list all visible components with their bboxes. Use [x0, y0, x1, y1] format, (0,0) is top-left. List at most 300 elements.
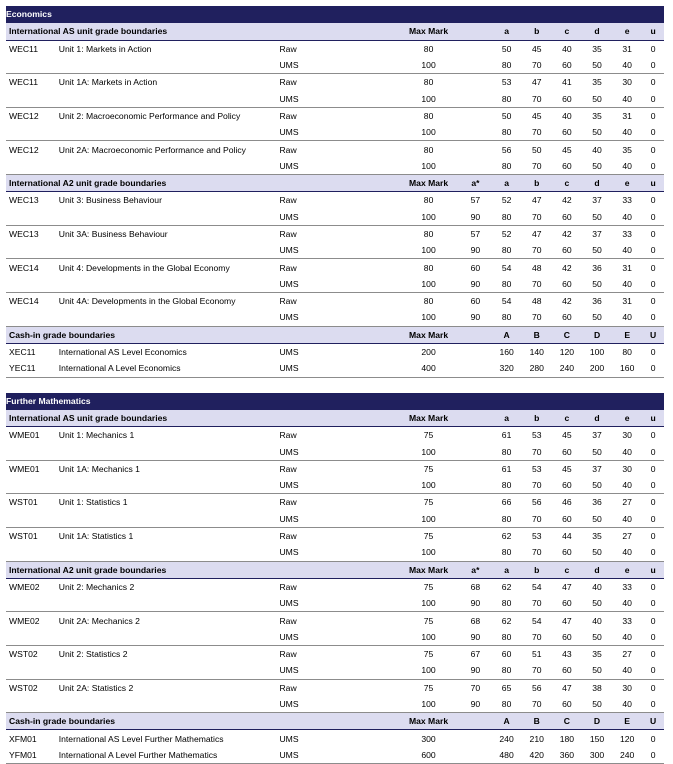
unit-code: WST01	[9, 531, 38, 542]
grade-value	[459, 494, 491, 511]
grade-value: 57	[470, 195, 481, 206]
grade-value: 33	[622, 195, 632, 206]
grade-value: 30	[622, 463, 632, 474]
unit-code-empty	[6, 158, 59, 175]
grade-value: 40	[612, 90, 642, 107]
mark-type: Raw	[279, 229, 297, 239]
unit-code: WEC11	[9, 43, 38, 54]
grade-value: 50	[582, 544, 612, 561]
grade-value: 70	[522, 57, 552, 74]
max-mark: 100	[398, 90, 459, 107]
grade-value: 80	[622, 347, 632, 358]
unit-code: WME02	[9, 581, 40, 592]
unit-name: Unit 2A: Statistics 2	[58, 682, 134, 693]
grade-value	[459, 141, 491, 158]
unit-code: WEC14	[9, 262, 39, 273]
grade-value: 160	[499, 347, 514, 358]
grade-value: 70	[522, 209, 552, 226]
grade-header: U	[642, 326, 664, 343]
grade-value: 66	[501, 497, 512, 508]
mark-type: UMS	[279, 511, 397, 528]
grade-value: 80	[492, 57, 522, 74]
grade-value: 80	[492, 662, 522, 679]
grade-value: 40	[612, 209, 642, 226]
mark-type: UMS	[279, 276, 397, 293]
grade-value: 80	[492, 124, 522, 141]
mark-type: Raw	[279, 262, 297, 273]
unit-code-empty	[6, 443, 59, 460]
grade-value: 70	[522, 309, 552, 326]
table-row	[6, 40, 664, 57]
unit-code: WEC13	[9, 229, 39, 239]
grade-value: 50	[582, 595, 612, 612]
grade-boundary-table	[6, 393, 664, 764]
grade-value: 35	[592, 77, 602, 88]
grade-value: 80	[492, 696, 522, 713]
grade-value: 27	[622, 497, 632, 508]
unit-name-empty	[59, 629, 280, 646]
grade-value	[459, 57, 491, 74]
grade-value: 40	[612, 696, 642, 713]
mark-type: Raw	[279, 682, 297, 693]
grade-value: 45	[562, 463, 572, 474]
table-row	[6, 141, 664, 158]
table-row	[6, 259, 664, 276]
mark-type: Raw	[279, 615, 297, 626]
grade-value: 0	[650, 649, 656, 660]
mark-type: UMS	[279, 443, 397, 460]
max-mark: 100	[398, 696, 459, 713]
grade-value: 68	[470, 615, 481, 626]
max-mark: 80	[423, 296, 434, 307]
unit-name-empty	[59, 124, 280, 141]
grade-value: 37	[592, 229, 602, 239]
grade-value: 30	[622, 682, 632, 693]
grade-value: 33	[622, 615, 632, 626]
grade-value: 40	[612, 276, 642, 293]
max-mark: 100	[398, 158, 459, 175]
table-row	[6, 293, 664, 310]
grade-value: 40	[612, 544, 642, 561]
grade-value: 31	[622, 296, 632, 307]
grade-value: 120	[619, 733, 635, 744]
grade-value: 0	[642, 511, 664, 528]
grade-value: 70	[522, 242, 552, 259]
grade-value: 50	[501, 110, 512, 121]
grade-header: a*	[459, 561, 491, 578]
unit-name: Unit 2A: Macroeconomic Performance and Policy	[58, 144, 246, 155]
max-mark: 100	[398, 276, 459, 293]
unit-name: Unit 1: Markets in Action	[58, 43, 152, 54]
grade-value: 90	[459, 276, 491, 293]
mark-type: Raw	[279, 531, 297, 542]
grade-value: 70	[522, 443, 552, 460]
grade-value: 67	[470, 649, 481, 660]
grade-value: 38	[592, 682, 602, 693]
grade-value: 0	[650, 110, 656, 121]
grade-value: 80	[492, 595, 522, 612]
grade-value: 80	[492, 276, 522, 293]
grade-value: 51	[531, 649, 542, 660]
unit-name: Unit 1: Mechanics 1	[58, 430, 135, 441]
grade-value: 0	[642, 443, 664, 460]
cashin-row	[6, 343, 664, 360]
grade-value: 0	[642, 242, 664, 259]
unit-name: Unit 3A: Business Behaviour	[58, 229, 168, 239]
cashin-row	[6, 747, 664, 764]
group-heading: International A2 unit grade boundaries	[6, 174, 398, 191]
table-row	[6, 242, 664, 259]
section-title: Economics	[6, 6, 664, 23]
grade-value: 0	[650, 430, 656, 441]
group-header-row	[6, 326, 664, 343]
grade-value: 47	[562, 682, 572, 693]
grade-value	[459, 343, 491, 360]
grade-value: 0	[650, 296, 656, 307]
grade-value: 42	[562, 229, 572, 239]
grade-value: 60	[552, 443, 582, 460]
grade-header: e	[612, 409, 642, 426]
grade-value: 45	[562, 144, 572, 155]
table-row	[6, 645, 664, 662]
grade-value: 0	[650, 497, 656, 508]
section-title: Further Mathematics	[6, 393, 664, 410]
grade-value: 0	[650, 77, 656, 88]
mark-type: Raw	[279, 195, 297, 206]
mark-type: Raw	[279, 463, 297, 474]
max-mark: 80	[423, 195, 434, 206]
grade-value: 90	[459, 629, 491, 646]
grade-value: 50	[582, 124, 612, 141]
max-mark: 400	[398, 360, 459, 377]
grade-value: 40	[612, 158, 642, 175]
unit-name-empty	[59, 544, 280, 561]
grade-value: 30	[622, 430, 632, 441]
qualification-code: XEC11	[9, 347, 36, 358]
grade-value: 70	[522, 595, 552, 612]
mark-type: Raw	[279, 144, 297, 155]
unit-code: WEC12	[9, 110, 39, 121]
unit-code-empty	[6, 696, 59, 713]
grade-header: a	[492, 23, 522, 40]
grade-value: 50	[582, 443, 612, 460]
unit-code-empty	[6, 124, 59, 141]
mark-type: Raw	[279, 497, 297, 508]
grade-value: 65	[501, 682, 512, 693]
max-mark: 100	[398, 629, 459, 646]
grade-value: 62	[501, 615, 512, 626]
unit-code-empty	[6, 242, 59, 259]
grade-value: 0	[642, 309, 664, 326]
max-mark: 80	[423, 262, 434, 273]
grade-value: 54	[531, 615, 542, 626]
grade-header: a	[492, 561, 522, 578]
grade-value: 62	[501, 531, 512, 542]
mark-type: UMS	[279, 662, 397, 679]
grade-header: b	[522, 409, 552, 426]
grade-value: 0	[642, 662, 664, 679]
unit-code: WEC11	[9, 77, 38, 88]
grade-value	[459, 427, 491, 444]
mark-type: Raw	[279, 43, 297, 54]
grade-value	[459, 74, 491, 91]
max-mark: 75	[423, 463, 434, 474]
grade-value: 40	[612, 595, 642, 612]
grade-value	[459, 544, 491, 561]
grade-value: 60	[552, 595, 582, 612]
max-mark: 100	[398, 57, 459, 74]
table-row	[6, 494, 664, 511]
grade-value: 70	[522, 544, 552, 561]
grade-value: 0	[650, 733, 656, 744]
max-mark: 300	[421, 733, 436, 744]
mark-type: Raw	[279, 430, 297, 441]
grade-value: 54	[501, 262, 512, 273]
grade-header	[459, 23, 491, 40]
grade-value: 210	[529, 733, 544, 744]
qualification-code: XFM01	[9, 733, 37, 744]
grade-value: 48	[531, 296, 542, 307]
grade-value	[459, 40, 491, 57]
grade-value: 42	[562, 195, 572, 206]
grade-value: 0	[642, 90, 664, 107]
mark-type: UMS	[279, 544, 397, 561]
grade-value: 0	[642, 696, 664, 713]
qualification-name: International A Level Economics	[59, 360, 280, 377]
table-row	[6, 662, 664, 679]
table-row	[6, 57, 664, 74]
cashin-row	[6, 360, 664, 377]
grade-header: B	[522, 713, 552, 730]
mark-type: UMS	[279, 158, 397, 175]
mark-type: Raw	[279, 110, 297, 121]
qualification-name: International AS Level Economics	[58, 347, 187, 358]
grade-value: 40	[562, 110, 572, 121]
max-mark: 75	[423, 430, 434, 441]
max-mark: 75	[423, 497, 434, 508]
grade-value: 70	[522, 477, 552, 494]
max-mark: 75	[423, 531, 434, 542]
grade-value: 60	[552, 57, 582, 74]
mark-type: Raw	[279, 296, 297, 307]
grade-header: c	[552, 23, 582, 40]
grade-header: e	[612, 561, 642, 578]
unit-code-empty	[6, 511, 59, 528]
grade-value	[459, 124, 491, 141]
max-mark: 80	[423, 110, 434, 121]
grade-value: 60	[552, 209, 582, 226]
grade-value: 0	[642, 477, 664, 494]
grade-value: 60	[552, 309, 582, 326]
grade-value: 40	[612, 443, 642, 460]
grade-value: 35	[592, 531, 602, 542]
qualification-name: International AS Level Further Mathematics	[58, 733, 224, 744]
grade-value: 47	[531, 195, 542, 206]
grade-value: 40	[592, 615, 602, 626]
grade-value: 80	[492, 209, 522, 226]
group-header-row	[6, 561, 664, 578]
grade-value: 52	[501, 229, 512, 239]
grade-value	[459, 360, 491, 377]
mark-type: UMS	[279, 124, 397, 141]
max-mark: 100	[398, 595, 459, 612]
grade-value: 60	[552, 276, 582, 293]
section-title-band	[6, 393, 664, 410]
grade-header: B	[522, 326, 552, 343]
grade-value: 50	[582, 57, 612, 74]
unit-name: Unit 1: Statistics 1	[58, 497, 128, 508]
grade-value: 50	[501, 43, 512, 54]
max-mark: 80	[423, 229, 434, 239]
grade-header: E	[612, 713, 642, 730]
grade-value	[459, 443, 491, 460]
mark-type: UMS	[279, 595, 397, 612]
grade-header: D	[582, 326, 612, 343]
grade-value: 31	[622, 110, 632, 121]
grade-value: 47	[531, 77, 542, 88]
grade-header: u	[642, 23, 664, 40]
grade-value: 54	[531, 581, 542, 592]
max-mark-header: Max Mark	[398, 326, 459, 343]
grade-value: 31	[622, 262, 632, 273]
max-mark: 75	[423, 682, 434, 693]
grade-value: 50	[582, 209, 612, 226]
grade-value: 0	[650, 531, 656, 542]
max-mark-header: Max Mark	[398, 409, 459, 426]
group-header-row	[6, 713, 664, 730]
grade-value: 37	[592, 195, 602, 206]
max-mark: 100	[398, 477, 459, 494]
grade-value: 40	[612, 629, 642, 646]
grade-value: 80	[492, 629, 522, 646]
unit-code: WST02	[9, 682, 38, 693]
grade-value: 0	[642, 57, 664, 74]
table-row	[6, 90, 664, 107]
grade-header: u	[642, 409, 664, 426]
table-row	[6, 209, 664, 226]
unit-name: Unit 2A: Mechanics 2	[58, 615, 140, 626]
grade-header: a*	[459, 174, 491, 191]
grade-value: 60	[552, 662, 582, 679]
mark-type: UMS	[279, 242, 397, 259]
unit-code: WST01	[9, 497, 38, 508]
unit-code-empty	[6, 209, 59, 226]
max-mark: 80	[423, 77, 434, 88]
unit-name-empty	[59, 242, 280, 259]
max-mark: 80	[423, 43, 434, 54]
grade-value: 300	[582, 747, 612, 764]
grade-value: 50	[582, 477, 612, 494]
unit-name-empty	[59, 595, 280, 612]
grade-value: 36	[592, 296, 602, 307]
unit-code: WEC14	[9, 296, 39, 307]
grade-header: c	[552, 174, 582, 191]
unit-code: WST02	[9, 649, 38, 660]
cashin-row	[6, 730, 664, 747]
mark-type: UMS	[279, 747, 397, 764]
unit-name: Unit 1A: Mechanics 1	[58, 463, 140, 474]
grade-value: 56	[531, 497, 542, 508]
grade-value: 70	[522, 629, 552, 646]
grade-header: C	[552, 713, 582, 730]
grade-value: 0	[642, 209, 664, 226]
grade-value: 90	[459, 209, 491, 226]
grade-value: 41	[562, 77, 572, 88]
mark-type: UMS	[279, 90, 397, 107]
grade-value: 36	[592, 262, 602, 273]
grade-value: 61	[501, 463, 512, 474]
grade-value: 70	[522, 158, 552, 175]
grade-value: 47	[562, 581, 572, 592]
grade-value: 50	[582, 158, 612, 175]
grade-value	[459, 511, 491, 528]
max-mark: 75	[423, 615, 434, 626]
grade-value: 53	[501, 77, 512, 88]
mark-type: UMS	[279, 360, 397, 377]
grade-value: 50	[582, 309, 612, 326]
unit-name: Unit 3: Business Behaviour	[58, 195, 162, 206]
grade-header: e	[612, 23, 642, 40]
table-row	[6, 679, 664, 696]
grade-value: 40	[612, 477, 642, 494]
unit-name: Unit 4A: Developments in the Global Economy	[58, 296, 236, 307]
grade-value: 70	[522, 124, 552, 141]
grade-value: 70	[522, 696, 552, 713]
unit-name-empty	[59, 158, 280, 175]
grade-header: b	[522, 561, 552, 578]
unit-name-empty	[59, 443, 280, 460]
mark-type: Raw	[279, 649, 297, 660]
unit-name-empty	[59, 309, 280, 326]
grade-value: 40	[612, 309, 642, 326]
max-mark-header: Max Mark	[398, 174, 459, 191]
mark-type: UMS	[279, 629, 397, 646]
grade-value: 60	[552, 477, 582, 494]
unit-name-empty	[59, 477, 280, 494]
grade-value: 45	[562, 430, 572, 441]
grade-value: 62	[501, 581, 512, 592]
max-mark: 100	[398, 309, 459, 326]
grade-value: 56	[501, 144, 512, 155]
grade-value: 0	[642, 158, 664, 175]
grade-value: 40	[612, 124, 642, 141]
mark-type: UMS	[279, 309, 397, 326]
grade-value	[459, 460, 491, 477]
grade-value: 240	[552, 360, 582, 377]
unit-code-empty	[6, 544, 59, 561]
grade-value: 90	[459, 309, 491, 326]
grade-value: 90	[459, 595, 491, 612]
grade-value: 44	[562, 531, 572, 542]
qualification-name: International A Level Further Mathematics	[59, 747, 280, 764]
group-heading: Cash-in grade boundaries	[6, 326, 398, 343]
grade-value	[459, 527, 491, 544]
grade-header: d	[582, 409, 612, 426]
grade-value: 80	[492, 90, 522, 107]
table-row	[6, 527, 664, 544]
grade-value: 0	[650, 144, 656, 155]
grade-value: 0	[650, 195, 656, 206]
grade-value: 100	[589, 347, 605, 358]
grade-value: 53	[531, 531, 542, 542]
grade-value: 50	[582, 276, 612, 293]
unit-name-empty	[59, 696, 280, 713]
grade-value: 50	[582, 511, 612, 528]
table-row	[6, 309, 664, 326]
grade-value: 90	[459, 662, 491, 679]
grade-value: 40	[612, 511, 642, 528]
max-mark: 600	[398, 747, 459, 764]
